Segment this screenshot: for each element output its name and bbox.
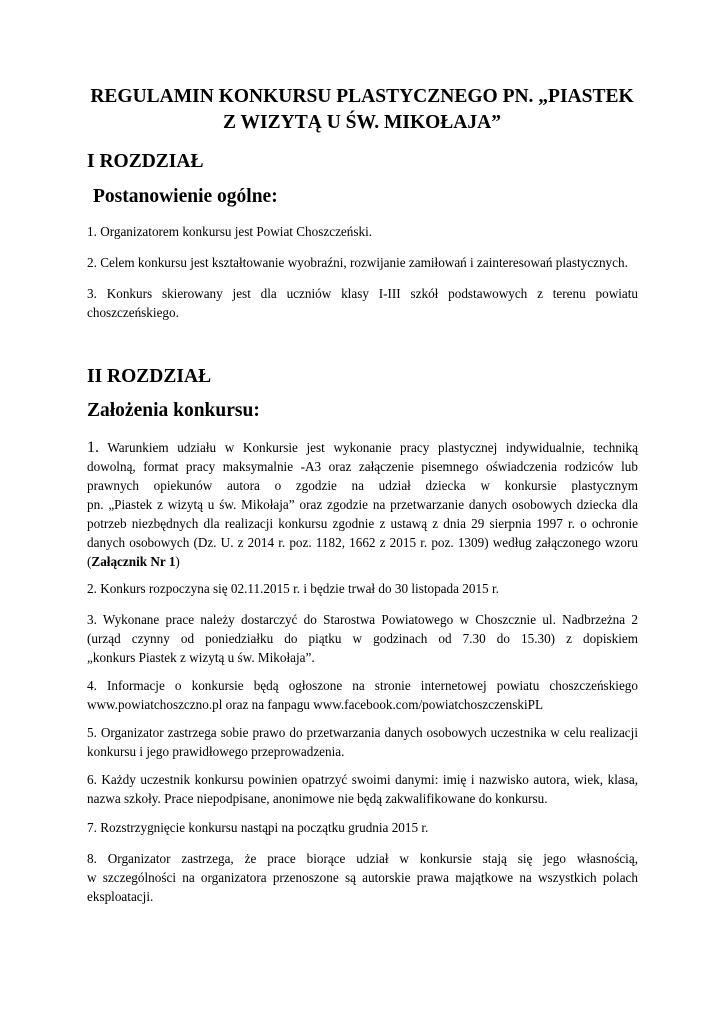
paragraph-line: 5. Organizator zastrzega sobie prawo do przetwarzania danych osobowych uczestnika w celu realizacji xyxy=(87,725,638,740)
title-line-2: Z WIZYTĄ U ŚW. MIKOŁAJA” xyxy=(223,112,501,133)
paragraph-line: 6. Każdy uczestnik konkursu powinien opatrzyć swoimi danymi: imię i nazwisko autora, wiek, klasa, xyxy=(87,772,638,787)
document-title xyxy=(70,84,654,136)
chapter-1-subheading: Postanowienie ogólne: xyxy=(93,186,278,207)
paragraph-line: choszczeńskiego. xyxy=(87,305,179,320)
paragraph-line: 1. Organizatorem konkursu jest Powiat Choszczeński. xyxy=(87,224,373,239)
chapter-2-subheading: Założenia konkursu: xyxy=(87,400,260,421)
paragraph-line: eksploatacji. xyxy=(87,889,154,904)
paragraph-line: danych osobowych (Dz. U. z 2014 r. poz. 1182, 1662 z 2015 r. poz. 1309) według załączonego wzoru xyxy=(87,535,638,550)
chapter-1-paragraph-2 xyxy=(87,253,638,272)
chapter-2-paragraph-3 xyxy=(87,610,638,667)
paragraph-line: w szczególności na organizatora przenoszone są autorskie prawa majątkowe na wszystkich polach xyxy=(87,870,638,885)
chapter-2-paragraph-8 xyxy=(87,849,638,906)
paragraph-line xyxy=(87,438,638,457)
paragraph-line: 2. Konkurs rozpoczyna się 02.11.2015 r. i będzie trwał do 30 listopada 2015 r. xyxy=(87,581,499,596)
paragraph-line: potrzeb niezbędnych dla realizacji konkursu zgodnie z ustawą z dnia 29 sierpnia 1997 r. o ochronie xyxy=(87,516,638,531)
paren-open: ( xyxy=(87,554,92,569)
paragraph-line: www.powiatchoszczno.pl oraz na fanpagu www.facebook.com/powiatchoszczenskiPL xyxy=(87,697,544,712)
chapter-1-paragraph-3 xyxy=(87,284,638,322)
paragraph-line xyxy=(87,552,638,571)
paragraph-number: 1. xyxy=(87,439,99,456)
paragraph-text: Warunkiem udziału w Konkursie jest wykonanie pracy plastycznej indywidualnie, techniką xyxy=(107,440,638,455)
paragraph-line: pn. „Piastek z wizytą u św. Mikołaja” oraz zgodzie na przetwarzanie danych osobowych dziecka dla xyxy=(87,497,638,512)
chapter-2-paragraph-7 xyxy=(87,818,638,837)
chapter-1-heading: I ROZDZIAŁ xyxy=(87,151,204,172)
chapter-2-paragraph-2 xyxy=(87,579,638,598)
paragraph-line: 8. Organizator zastrzega, że prace biorące udział w konkursie stają się jego własnością, xyxy=(87,851,638,866)
chapter-2-paragraph-5 xyxy=(87,723,638,761)
paragraph-line: 2. Celem konkursu jest kształtowanie wyobraźni, rozwijanie zamiłowań i zainteresowań plastycznych. xyxy=(87,255,628,270)
title-line-1: REGULAMIN KONKURSU PLASTYCZNEGO PN. „PIASTEK xyxy=(90,86,634,107)
paragraph-line: dowolną, format pracy maksymalnie -A3 oraz załączenie pisemnego oświadczenia rodziców lub xyxy=(87,459,638,474)
paragraph-line: 7. Rozstrzygnięcie konkursu nastąpi na początku grudnia 2015 r. xyxy=(87,820,429,835)
paragraph-line: (urząd czynny od poniedziałku do piątku w godzinach od 7.30 do 15.30) z dopiskiem xyxy=(87,631,638,646)
paragraph-line: 4. Informacje o konkursie będą ogłoszone na stronie internetowej powiatu choszczeńskiego xyxy=(87,678,638,693)
paragraph-line: konkursu i jego prawidłowego przeprowadzenia. xyxy=(87,744,345,759)
chapter-2-paragraph-4 xyxy=(87,676,638,714)
chapter-2-heading: II ROZDZIAŁ xyxy=(87,366,212,387)
attachment-reference: Załącznik Nr 1 xyxy=(91,554,176,569)
paragraph-line: 3. Wykonane prace należy dostarczyć do Starostwa Powiatowego w Choszcznie ul. Nadbrzeżna 2 xyxy=(87,612,638,627)
chapter-1-paragraph-1 xyxy=(87,222,638,241)
chapter-2-paragraph-1 xyxy=(87,438,638,571)
chapter-2-paragraph-6 xyxy=(87,770,638,808)
paragraph-line: nazwa szkoły. Prace niepodpisane, anonimowe nie będą zakwalifikowane do konkursu. xyxy=(87,791,548,806)
paragraph-line: prawnych opiekunów autora o zgodzie na udział dziecka w konkursie plastycznym xyxy=(87,478,638,493)
paren-close: ) xyxy=(175,554,180,569)
paragraph-line: 3. Konkurs skierowany jest dla uczniów klasy I-III szkół podstawowych z terenu powiatu xyxy=(87,286,638,301)
paragraph-line: „konkurs Piastek z wizytą u św. Mikołaja”. xyxy=(87,650,315,665)
